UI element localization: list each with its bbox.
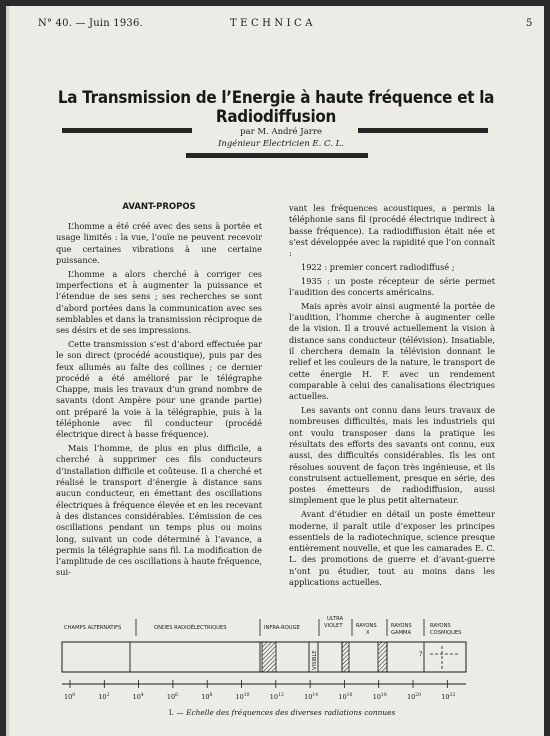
band-label-radio: ONDES RADIOÉLECTRIQUES [154,625,227,631]
cosmic-dashes [430,646,458,670]
uv-hatch [342,642,349,672]
tick-label: $10^8$ [201,693,213,701]
paragraph: 1935 : un poste récepteur de série permet l’audition des concerts américains. [289,275,495,298]
band-label-cosmic-1: RAYONS [430,623,451,629]
paragraph: Mais l’homme, de plus en plus difficile, a cherché à supprimer ces fils conducteurs d’installation difficile et coûteuse. Il a cherché et réalisé le transport d’énergie à distance sans aucun conducteur, en émettant des oscillations électriques à fréquence élevée et en les recevant à des distances considérables. L’émission de ces oscillations pendant un temps plus ou moins long, suivant un code déterminé à l’avance, a permis la télégraphie sans fil. La modification de l’amplitude de ces oscillations à haute fréquence, sui- [56,443,262,578]
infrared-hatch [262,642,276,672]
tick-label: $10^{16}$ [338,693,353,701]
paragraph: vant les fréquences acoustiques, a permis la téléphonie sans fil (procédé électrique indirect à basse fréquence). La radiodiffusion était née et s’est développée avec la rapidité que l’on connaît : [289,203,495,259]
tick-label: $10^{10}$ [235,693,250,701]
frequency-scale-figure [6,606,544,706]
page-number: 5 [526,18,533,29]
byline-role: Ingénieur Electricien E. C. L. [218,139,344,149]
caption-number: I. [168,708,174,717]
paragraph: Les savants ont connu dans leurs travaux de nombreuses difficultés, mais les industriels qui ont voulu transposer dans la pratique les résultats des efforts des savants ont connu, eux aussi, des difficultés considérables. Ils les ont résolues souvent de façon très ingénieuse, et ils construisent actuellement, presque en série, des postes émetteurs de radiodiffusion, aussi simplement que le plus petit alternateur. [289,405,495,506]
band-label-infrared: INFRA-ROUGE [264,625,300,631]
band-label-alternating: CHAMPS ALTERNATIFS [64,625,122,631]
scale-ticks [64,680,455,701]
caption-text: — Echelle des fréquences des diverses radiations connues [176,708,396,717]
byline [200,126,362,150]
tick-label: $10^{18}$ [372,693,387,701]
tick-label: $10^{20}$ [407,693,422,701]
tick-label: $10^2$ [98,693,110,701]
paragraph: Avant d’étudier en détail un poste émetteur moderne, il paraît utile d’exposer les principes essentiels de la radiotechnique, science presque entièrement nouvelle, et que les camarades E. C. L. des promotions de guerre et d’avant-guerre n’ont pu étudier, tout au moins dans les applications actuelles. [289,509,495,587]
paragraph: L’homme a alors cherché à corriger ces imperfections et à augmenter la puissance et l’étendue de ses sens ; ses recherches se sont d’abord portées dans la communication avec ses semblables et dans la transmission réciproque de ses désirs et de ses impressions. [56,268,262,336]
ornament-bar-bottom [186,153,368,158]
journal-name: TECHNICA [230,18,316,29]
byline-author: par M. André Jarre [240,127,322,137]
ornament-bar-left [62,128,192,133]
page [6,6,544,736]
band-label-cosmic-2: COSMIQUES [430,630,462,636]
tick-label: $10^{14}$ [304,693,319,701]
band-label-uv-2: VIOLET [324,623,343,629]
paragraph: 1922 : premier concert radiodiffusé ; [301,261,455,272]
paragraph: L’homme a été créé avec des sens à portée et usage limités : la vue, l’ouïe ne peuvent recevoir que certaines vibrations à une certaine puissance. [56,221,262,265]
xray-hatch [378,642,387,672]
band-label-gamma-2: GAMMA [391,630,412,636]
section-title: AVANT-PROPOS [122,202,196,212]
paragraph: Cette transmission s’est d’abord effectuée par le son direct (procédé acoustique), puis par des feux allumés au faîte des collines ; ce dernier procédé a été amélioré par le télégraphe Chappe, mais les travaux d’un grand nombre de savants (dont Ampère pour une grande partie) ont préparé la voie à la télégraphie, puis à la téléphonie avec fil conducteur (procédé électrique direct à basse fréquence). [56,338,262,440]
band-label-xray-2: X [366,630,370,636]
tick-label: $10^0$ [64,693,76,701]
tick-label: $10^4$ [132,693,144,701]
visible-label: VISIBLE [312,650,318,670]
left-column [56,221,262,581]
ornament-bar-right [358,128,488,133]
tick-label: $10^{22}$ [441,693,456,701]
paragraph: Mais après avoir ainsi augmenté la portée de l’audition, l’homme cherche à augmenter celle de la vision. Il a trouvé actuellement la vision à distance sans conducteur (télévision). Insatiable, il cherchera demain la télévision donnant le relief et les couleurs de la nature, le transport de cette énergie H. F. avec un rendement comparable à celui des canalisations électriques actuelles. [289,300,495,402]
band-label-gamma-1: RAYONS [391,623,412,629]
band-label-xray-1: RAYONS [356,623,377,629]
band-label-uv-1: ULTRA [327,616,344,622]
tick-label: $10^6$ [166,693,179,701]
issue-date: N° 40. — Juin 1936. [38,18,143,29]
right-column [289,203,495,591]
tick-label: $10^{12}$ [269,693,284,701]
article-title: La Transmission de l’Energie à haute fréquence et la Radiodiffusion [57,88,495,126]
unknown-mark: ? [419,650,423,658]
figure-caption [142,708,422,717]
